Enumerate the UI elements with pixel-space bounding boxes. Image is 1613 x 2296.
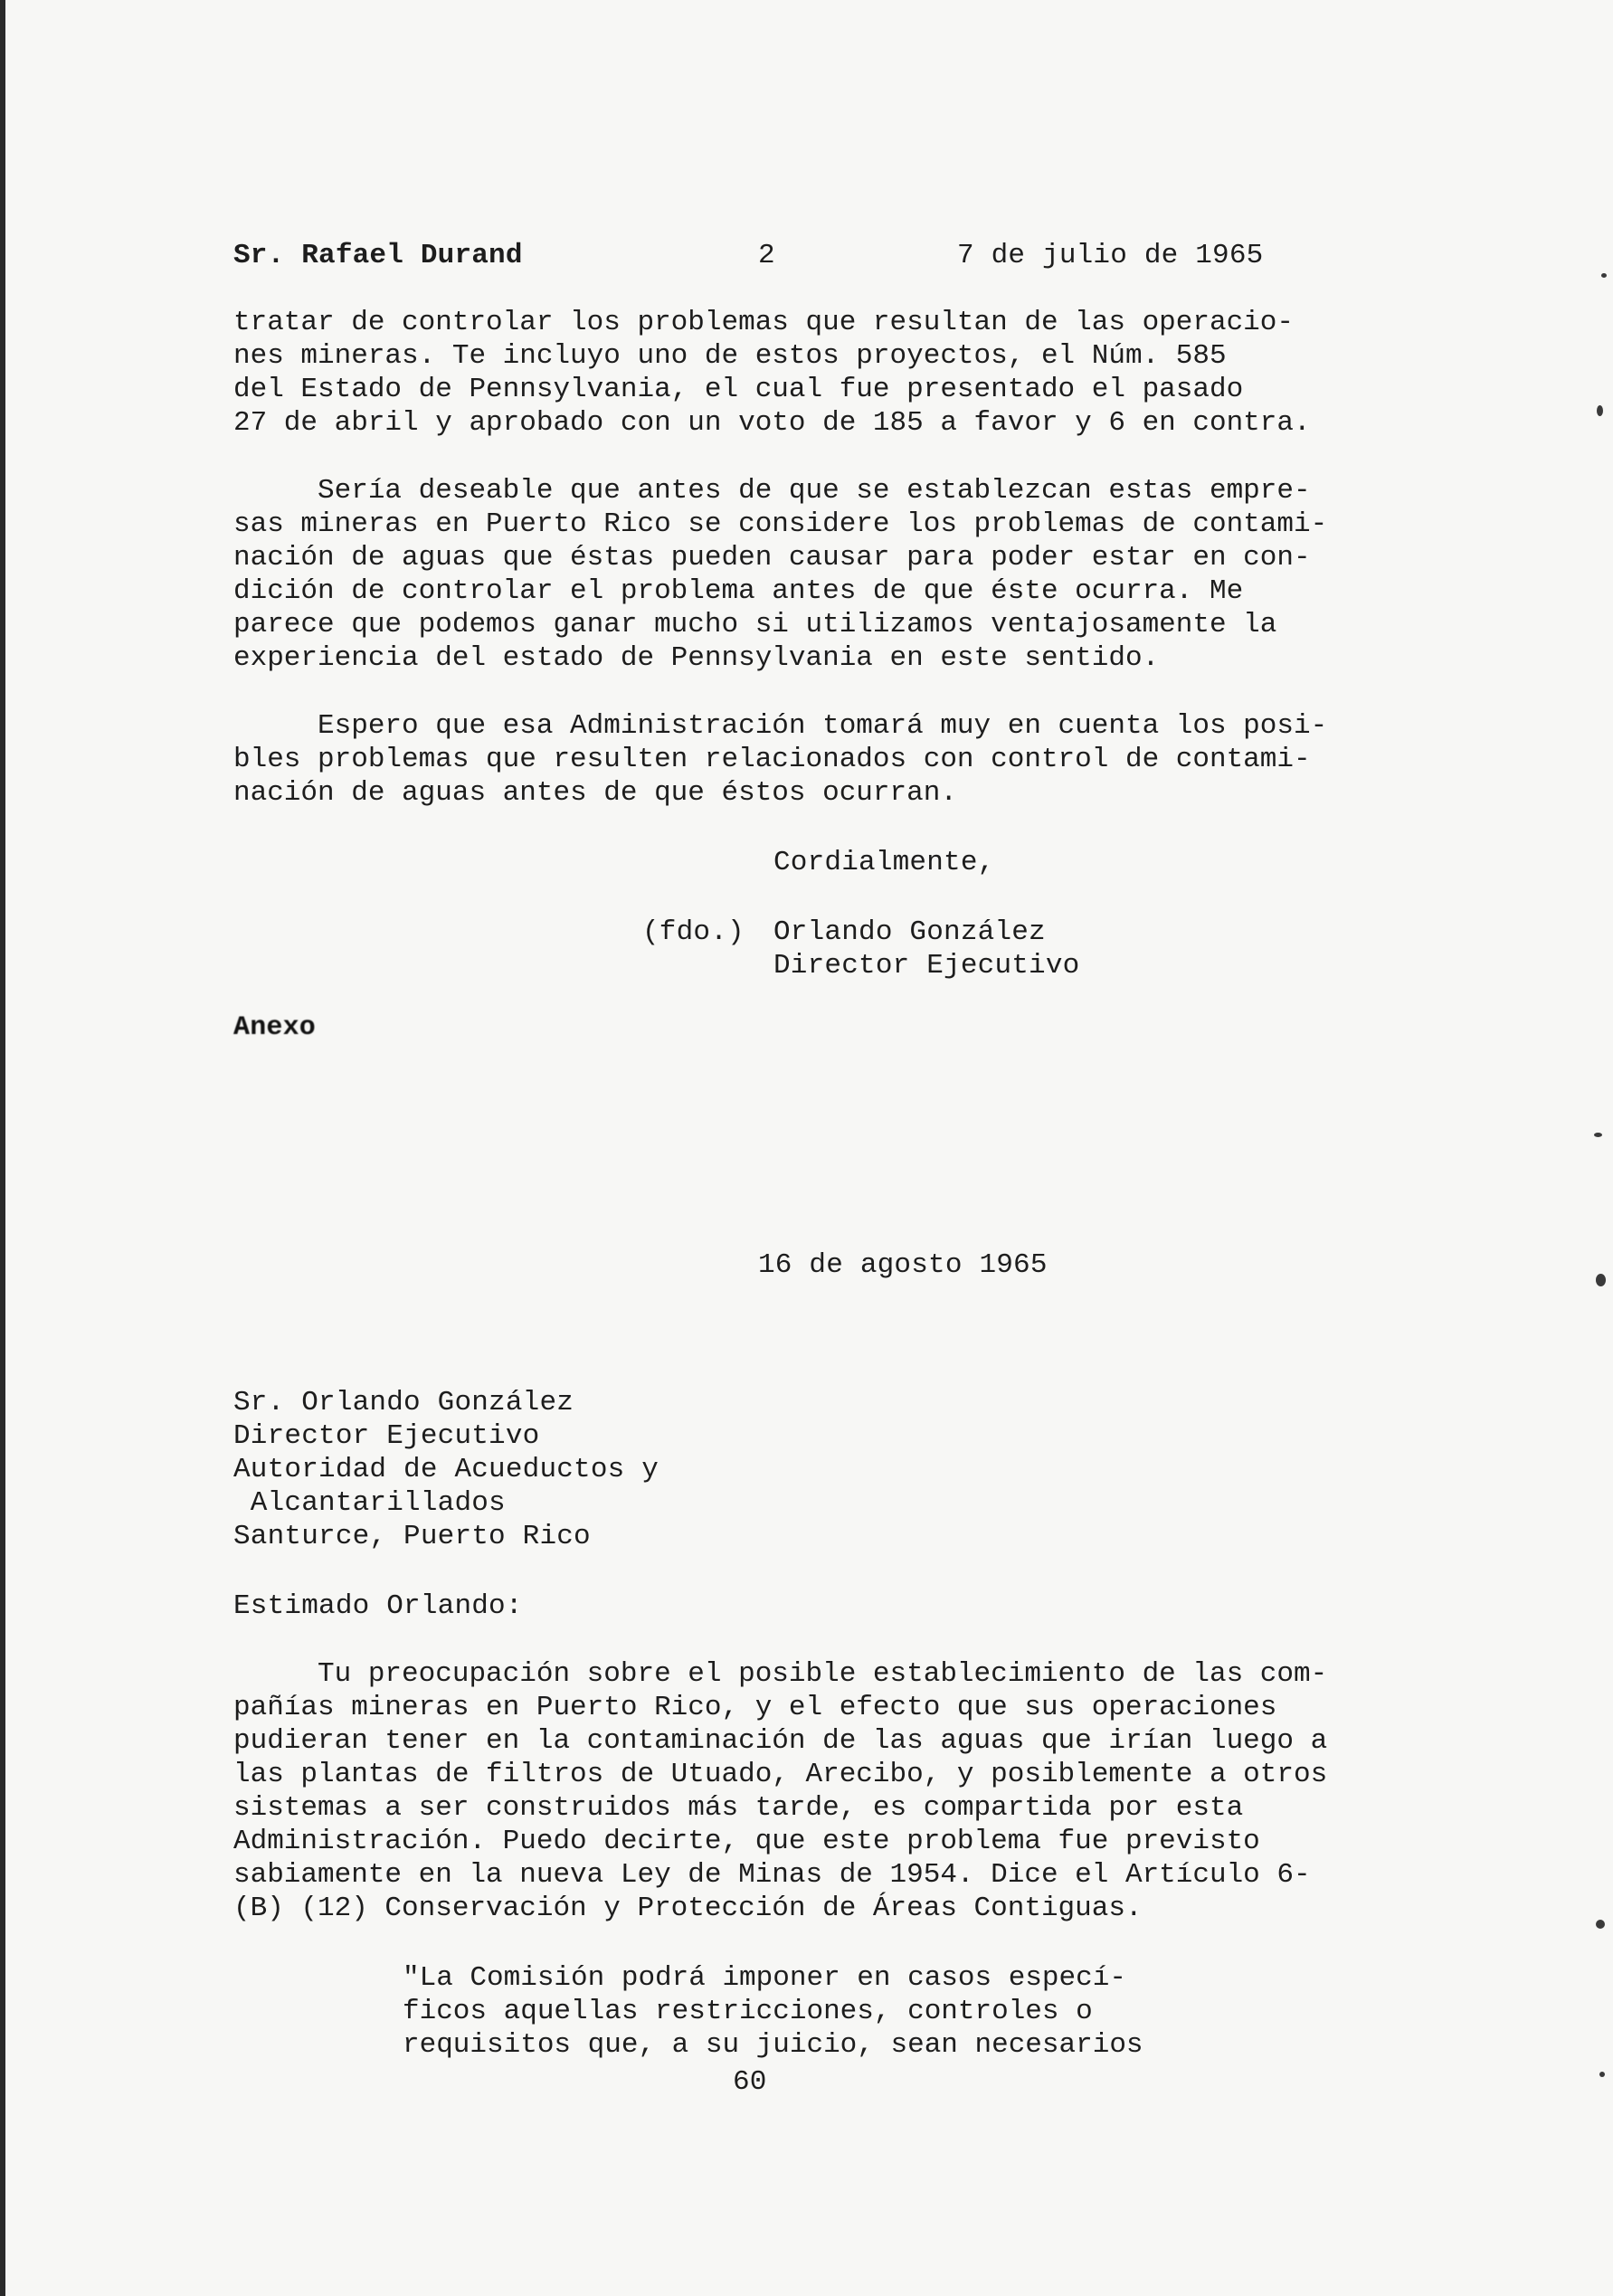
text-line: 27 de abril y aprobado con un voto de 185 a favor y 6 en contra. [233, 407, 1311, 439]
scan-speck [1596, 1274, 1606, 1286]
address-line: Alcantarillados [233, 1487, 506, 1519]
scan-speck [1597, 405, 1603, 416]
text-line: Administración. Puedo decirte, que este problema fue previsto [233, 1826, 1260, 1857]
header-date: 7 de julio de 1965 [957, 240, 1264, 271]
legal-quote [403, 1961, 1143, 2062]
address-line: Director Ejecutivo [233, 1420, 540, 1452]
footer-page-number: 60 [733, 2066, 767, 2098]
text-line: Espero que esa Administración tomará muy en cuenta los posi- [233, 710, 1328, 742]
text-line: sabiamente en la nueva Ley de Minas de 1954. Dice el Artículo 6- [233, 1859, 1311, 1891]
text-line: del Estado de Pennsylvania, el cual fue presentado el pasado [233, 374, 1244, 405]
quote-line: ficos aquellas restricciones, controles o [403, 1996, 1093, 2027]
address-line: Sr. Orlando González [233, 1387, 574, 1418]
address-line: Santurce, Puerto Rico [233, 1521, 591, 1552]
text-line: pudieran tener en la contaminación de las aguas que irían luego a [233, 1725, 1328, 1757]
signature-mark: (fdo.) [642, 916, 745, 948]
closing: Cordialmente, [773, 847, 995, 878]
text-line: nación de aguas que éstas pueden causar para poder estar en con- [233, 542, 1311, 574]
text-line: Sería deseable que antes de que se establezcan estas empre- [233, 475, 1311, 507]
letter2-date: 16 de agosto 1965 [758, 1249, 1048, 1281]
header-page-number: 2 [758, 240, 775, 271]
salutation: Estimado Orlando: [233, 1590, 523, 1622]
quote-line: requisitos que, a su juicio, sean necesarios [403, 2029, 1143, 2061]
text-line: dición de controlar el problema antes de que éste ocurra. Me [233, 575, 1244, 607]
signer-name: Orlando González [773, 916, 1046, 948]
text-line: pañías mineras en Puerto Rico, y el efecto que sus operaciones [233, 1692, 1277, 1723]
signer-title: Director Ejecutivo [773, 950, 1080, 982]
address-line: Autoridad de Acueductos y [233, 1454, 659, 1485]
scan-left-edge [0, 0, 5, 2296]
text-line: (B) (12) Conservación y Protección de Áreas Contiguas. [233, 1893, 1143, 1924]
text-line: sas mineras en Puerto Rico se considere los problemas de contami- [233, 508, 1328, 540]
text-line: experiencia del estado de Pennsylvania en este sentido. [233, 642, 1160, 674]
scan-speck [1601, 273, 1607, 278]
text-line: las plantas de filtros de Utuado, Arecibo, y posiblemente a otros [233, 1759, 1328, 1790]
letter2-paragraph-1 [233, 1657, 1346, 1925]
scan-speck [1599, 2072, 1605, 2077]
letter1-paragraph-3 [233, 709, 1346, 810]
letter1-paragraph-1 [233, 306, 1346, 440]
text-line: Tu preocupación sobre el posible establecimiento de las com- [233, 1658, 1328, 1690]
scan-speck [1594, 1133, 1602, 1137]
enclosure-label: Anexo [233, 1012, 317, 1043]
text-line: nes mineras. Te incluyo uno de estos proyectos, el Núm. 585 [233, 340, 1227, 372]
text-line: sistemas a ser construidos más tarde, es compartida por esta [233, 1792, 1244, 1824]
letter1-paragraph-2 [233, 474, 1346, 675]
scan-speck [1596, 1920, 1605, 1929]
quote-line: "La Comisión podrá imponer en casos especí- [403, 1962, 1126, 1994]
text-line: parece que podemos ganar mucho si utilizamos ventajosamente la [233, 609, 1277, 640]
header-recipient: Sr. Rafael Durand [233, 240, 523, 271]
text-line: nación de aguas antes de que éstos ocurran. [233, 777, 957, 809]
text-line: bles problemas que resulten relacionados con control de contami- [233, 744, 1311, 775]
text-line: tratar de controlar los problemas que resultan de las operacio- [233, 307, 1294, 338]
